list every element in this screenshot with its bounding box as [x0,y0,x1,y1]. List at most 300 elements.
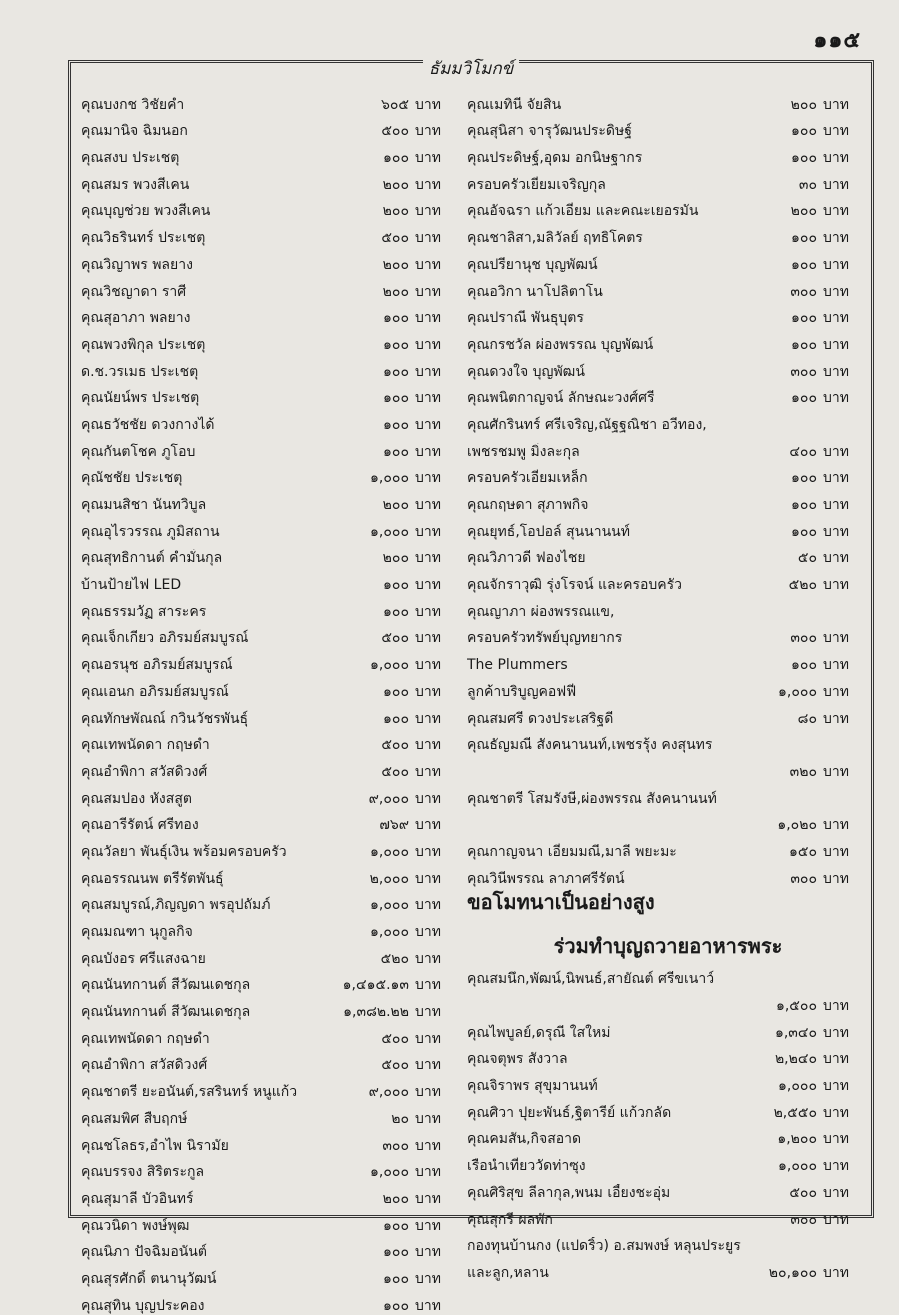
currency-unit: บาท [415,763,441,780]
donor-row [81,1101,461,1128]
donor-row [81,167,461,194]
donor-name: คุณจิราพร สุขุมานนท์ [467,1078,598,1095]
donor-name: ลูกค้าบริบูญคอฟฟี่ [467,683,577,700]
donor-row [467,114,869,141]
currency-unit: บาท [415,603,441,620]
currency-unit: บาท [415,630,441,647]
donation-amount: ๓๐๐ [790,1211,817,1228]
currency-unit: บาท [415,176,441,193]
donor-row [81,647,461,674]
donor-name: คุณมณฑา นุกูลกิจ [81,924,193,940]
donor-name: ด.ช.วรเมธ ประเชตุ [81,363,199,380]
donation-amount: ๑๐๐ [383,336,409,353]
donor-name: คุณวิภาวดี ฟองไชย [467,550,586,567]
donation-amount: ๒๐,๑๐๐ [768,1264,817,1281]
currency-unit: บาท [415,470,441,487]
currency-unit: บาท [415,310,441,327]
currency-unit: บาท [823,203,849,220]
donor-row [467,1068,869,1095]
donor-row [81,1074,461,1101]
currency-unit: บาท [823,470,849,487]
donor-name: คุณจตุพร สังวาล [467,1051,568,1068]
donation-amount: ๒,๐๐๐ [369,870,409,887]
donation-amount: ๒๐๐ [382,176,409,193]
donor-name: คุณนิภา ปัจฉิมอนันต์ [81,1244,207,1261]
currency-unit: บาท [823,817,849,834]
donor-name: คุณัชชัย ประเชตุ [81,470,183,487]
donor-name: คุณอรนุช อภิรมย์สมบูรณ์ [81,657,233,674]
donor-name: คุณบุญช่วย พวงสีเคน [81,203,211,220]
donor-name: คุณพวงพิกุล ประเชตุ [81,336,206,353]
currency-unit: บาท [823,1024,849,1041]
currency-unit: บาท [823,550,849,567]
donor-row [81,1235,461,1262]
currency-unit: บาท [823,176,849,193]
donor-row [467,1202,869,1229]
donation-amount: ๑๕๐ [788,843,817,860]
currency-unit: บาท [415,523,441,540]
donation-amount: ๒,๕๕๐ [773,1104,817,1121]
currency-unit: บาท [415,363,441,380]
donor-name: คุณชาตรี ยะอนันต์,รสรินทร์ หนูแก้ว [81,1084,298,1101]
donation-amount: ๑๐๐ [791,150,817,167]
donor-row [81,1048,461,1075]
donor-row [81,220,461,247]
donation-amount: ๑๐๐ [383,416,409,433]
currency-unit: บาท [415,390,441,407]
donation-amount: ๑๐๐ [383,310,409,327]
currency-unit: บาท [823,657,849,674]
currency-unit: บาท [415,1084,441,1101]
currency-unit: บาท [823,763,849,780]
donor-row [467,1175,869,1202]
donation-amount: ๑,๐๐๐ [370,897,409,914]
donor-row [467,1095,869,1122]
donor-row [81,1288,461,1315]
donor-name: คุณกรชวัล ผ่องพรรณ บุญพัฒน์ [467,336,654,353]
currency-unit: บาท [415,817,441,834]
donor-row [467,834,869,861]
donation-amount: ๑๐๐ [791,123,817,140]
currency-unit: บาท [415,1004,441,1021]
currency-unit: บาท [415,950,441,967]
donor-row [467,1255,869,1282]
donation-amount: ๑,๐๐๐ [778,683,817,700]
donor-name: คุณนันทกานต์ สีวัฒนเดชกุล [81,977,251,994]
donor-row [81,674,461,701]
donor-name: ครอบครัวเอี่ยมเหล็ก [467,470,588,487]
donation-amount: ๑๐๐ [383,1217,409,1234]
donor-row [467,594,869,621]
donor-row [467,988,869,1015]
donation-amount: ๒๐๐ [382,550,409,567]
donation-amount: ๑,๐๐๐ [778,1078,817,1095]
currency-unit: บาท [415,1244,441,1261]
currency-unit: บาท [415,1030,441,1047]
currency-unit: บาท [415,230,441,247]
currency-unit: บาท [415,256,441,273]
donor-row [81,434,461,461]
currency-unit: บาท [415,683,441,700]
donation-amount: ๑๐๐ [383,363,409,380]
donation-amount: ๑๐๐ [791,390,817,407]
donor-row [467,301,869,328]
donor-name: ครอบครัวทรัพย์บุญทยากร [467,630,623,647]
donation-amount: ๓๐๐ [382,1137,409,1154]
donation-amount: ๑๐๐ [791,230,817,247]
donation-amount: ๓๐๐ [790,870,817,887]
donor-name: คุณสมพิศ สืบฤกษ์ [81,1110,188,1127]
currency-unit: บาท [823,1104,849,1121]
section-title: ธัมมวิโมกข์ [423,59,520,79]
currency-unit: บาท [415,416,441,433]
donor-name: คุณวิธรินทร์ ประเชตุ [81,230,206,247]
donor-name: คุณอัจฉรา แก้วเอี่ยม และคณะเยอรมัน [467,203,699,220]
donor-row [467,621,869,648]
donor-row [81,487,461,514]
donation-amount: ๕๐ [797,550,817,567]
donation-amount: ๑๐๐ [383,603,409,620]
donor-row [81,1128,461,1155]
donation-amount: ๑,๔๑๕.๑๓ [342,977,409,994]
donor-row [81,701,461,728]
donation-amount: ๑๐๐ [383,150,409,167]
donor-row [81,514,461,541]
donation-amount: ๑,๐๐๐ [370,470,409,487]
donor-name: คุณอำพิกา สวัสดิวงศ์ [81,763,208,780]
currency-unit: บาท [415,336,441,353]
donor-name: คุณปรียานุช บุญพัฒน์ [467,256,598,273]
donation-amount: ๑๐๐ [383,390,409,407]
donor-row [81,888,461,915]
donor-name: คุณชาตรี โสมรังษี,ผ่องพรรณ สังคนานนท์ [467,790,717,807]
donor-name: คุณชโลธร,อำไพ นิรามัย [81,1137,229,1154]
donor-list-frame [68,59,874,1314]
currency-unit: บาท [415,1164,441,1181]
donor-name: คุณเมทินี จัยสิน [467,96,562,113]
currency-unit: บาท [823,1184,849,1201]
donor-row [81,1208,461,1235]
donor-name: คุณสุอาภา พลยาง [81,310,191,327]
donation-amount: ๕๐๐ [381,230,409,247]
donor-name: คุณมนสิชา นันทวิบูล [81,497,207,513]
donor-name: คุณวินีพรรณ ลาภาศรีรัตน์ [467,870,625,887]
donation-amount: ๖๐๕ [380,96,409,113]
donor-name: คุณดวงใจ บุญพัฒน์ [467,363,585,380]
currency-unit: บาท [415,710,441,727]
donor-name: คุณสมปอง หังสสูต [81,790,192,807]
donation-amount: ๕๒๐ [788,577,817,594]
donor-name: คุณกาญจนา เอี่ยมมณี,มาลี พยะมะ [467,843,677,860]
donor-row [467,407,869,434]
thanks-heading: ขอโมทนาเป็นอย่างสูง [467,889,655,914]
donor-name: กองทุนบ้านกง (แปดริ้ว) อ.สมพงษ์ หลุนประยูร [467,1238,741,1255]
donor-name: คุณพนิตกาญจน์ ลักษณะวงศ์ศรี [467,390,655,407]
donor-name: คุณเทพนัดดา กฤษดำ [81,1030,210,1047]
donor-name: คุณนันทกานต์ สีวัฒนเดชกุล [81,1004,251,1021]
donor-row [467,647,869,674]
donor-name: คุณกฤษดา สุภาพกิจ [467,497,589,513]
currency-unit: บาท [415,497,441,513]
donation-amount: ๑,๐๐๐ [370,924,409,940]
donor-row [81,728,461,755]
donation-amount: ๑๐๐ [791,336,817,353]
donor-name: และลูก,หลาน [467,1264,549,1281]
currency-unit: บาท [823,843,849,860]
donor-name: คุณคมสัน,กิจสอาด [467,1131,582,1148]
donation-amount: ๑,๕๐๐ [775,998,817,1014]
donor-row [467,754,869,781]
donation-amount: ๑,๓๔๐ [774,1024,817,1041]
donation-amount: ๑,๐๒๐ [777,817,817,834]
donor-row [467,781,869,808]
donor-row [467,487,869,514]
section-header [71,55,871,82]
donor-name: คุณศักรินทร์ ศรีเจริญ,ณัฐฐณิชา อวีทอง, [467,416,707,433]
currency-unit: บาท [823,710,849,727]
donor-name: คุณเทพนัดดา กฤษดำ [81,737,210,754]
donor-name: คุณบรรจง สิริตระกูล [81,1164,205,1181]
currency-unit: บาท [823,870,849,887]
currency-unit: บาท [415,1217,441,1234]
donation-amount: ๘๐ [797,710,817,727]
currency-unit: บาท [415,924,441,940]
currency-unit: บาท [823,283,849,300]
donor-row [467,354,869,381]
donor-row [467,220,869,247]
donor-row [81,1261,461,1288]
donor-row [81,834,461,861]
food-offering-heading: ร่วมทำบุญถวายอาหารพระ [553,933,783,958]
currency-unit: บาท [823,336,849,353]
currency-unit: บาท [823,230,849,247]
currency-unit: บาท [415,577,441,594]
left-donor-column [81,87,461,1315]
donation-amount: ๒๐๐ [382,1190,409,1207]
donor-name: คุณเอนก อภิรมย์สมบูรณ์ [81,683,229,700]
donor-name: คุณปราณี พันธุบุตร [467,310,584,327]
donor-name: คุณสุมาลี บัวอินทร์ [81,1190,194,1207]
donation-amount: ๒,๒๔๐ [774,1051,817,1068]
donation-amount: ๔๐๐ [789,443,817,460]
currency-unit: บาท [415,1297,441,1314]
donation-amount: ๒๐๐ [382,283,409,300]
donor-row [81,247,461,274]
donation-amount: ๓๒๐ [789,763,817,780]
currency-unit: บาท [415,96,441,113]
donation-amount: ๑๐๐ [383,1297,409,1314]
currency-unit: บาท [415,977,441,994]
donor-row [467,962,869,989]
donor-row [467,381,869,408]
currency-unit: บาท [415,443,441,460]
donor-row [81,941,461,968]
donor-name: คุณสมบูรณ์,ภิญญดา พรอุปถัมภ์ [81,897,271,914]
donor-name: คุณสมนึก,พัฒน์,นิพนธ์,สายัณต์ ศรีขเนาว์ [467,971,715,988]
currency-unit: บาท [415,737,441,754]
donor-row [81,861,461,888]
donor-row [467,167,869,194]
currency-unit: บาท [415,1137,441,1154]
donor-row [467,1015,869,1042]
donation-amount: ๒๐๐ [790,203,817,220]
donation-amount: ๓๐๐ [790,363,817,380]
donor-row [81,1021,461,1048]
donation-amount: ๕๐๐ [381,1057,409,1074]
donor-name: คุณจักราวุฒิ รุ่งโรจน์ และครอบครัว [467,577,683,594]
donor-row [467,728,869,755]
donor-row [467,1229,869,1256]
donation-amount: ๒๐๐ [790,96,817,113]
donation-amount: ๑๐๐ [383,443,409,460]
donation-amount: ๒๐ [391,1110,409,1127]
currency-unit: บาท [823,630,849,647]
donation-amount: ๒๐๐ [382,497,409,513]
donor-name: คุณสุทธิกานต์ คำมั่นกุล [81,550,223,567]
donor-name: คุณวัลยา พันธุ์เงิน พร้อมครอบครัว [81,843,287,860]
donation-amount: ๑๐๐ [383,1270,409,1287]
donation-amount: ๑,๓๘๒.๒๒ [343,1004,409,1021]
donor-name: คุณอุไรวรรณ ภูมิสถาน [81,523,220,540]
donation-amount: ๑,๐๐๐ [370,523,409,540]
donor-name: ครอบครัวเยี่ยมเจริญกุล [467,176,606,193]
donor-row [81,808,461,835]
donation-amount: ๕๐๐ [381,630,409,647]
donation-amount: ๓๐๐ [790,283,817,300]
donation-amount: ๑๐๐ [791,497,817,513]
donor-row [81,1155,461,1182]
currency-unit: บาท [823,96,849,113]
currency-unit: บาท [415,870,441,887]
donor-row [81,621,461,648]
donor-row [467,327,869,354]
donor-name: คุณบงกช วิชัยคำ [81,96,185,113]
donor-name: คุณทักษพัณณ์ กวินวัชรพันธุ์ [81,710,249,727]
donor-row [81,354,461,381]
donor-name: คุณธัญมณี สังคนานนท์,เพชรรุ้ง คงสุนทร [467,737,713,754]
donor-row [467,567,869,594]
currency-unit: บาท [415,203,441,220]
currency-unit: บาท [823,1131,849,1148]
currency-unit: บาท [823,443,849,460]
donation-amount: ๑๐๐ [383,710,409,727]
donor-name: คุณศิริสุข ลีลากุล,พนม เอี้ยงชะอุ่ม [467,1184,671,1201]
donor-name: คุณสุทิน บุญประคอง [81,1297,205,1314]
donor-row [467,87,869,114]
donor-row [467,140,869,167]
donor-row [81,781,461,808]
donation-amount: ๓๐ [798,176,817,193]
donor-row [467,247,869,274]
currency-unit: บาท [823,1078,849,1095]
donor-name: คุณเจ็กเกียว อภิรมย์สมบูรณ์ [81,630,249,647]
donor-name: The Plummers [467,657,568,674]
donation-amount: ๑,๐๐๐ [370,843,409,860]
donor-name: คุณญาภา ผ่องพรรณแข, [467,603,615,620]
donor-row [467,461,869,488]
donation-amount: ๗๖๙ [379,817,409,834]
donation-amount: ๑๐๐ [791,523,817,540]
donor-name: คุณอวิกา นาโปลิตาโน [467,283,603,300]
donor-row [81,301,461,328]
currency-unit: บาท [415,843,441,860]
currency-unit: บาท [415,550,441,567]
currency-unit: บาท [415,1057,441,1074]
donor-name: คุณไพบูลย์,ดรุณี ใสใหม่ [467,1024,611,1041]
donation-amount: ๑,๒๐๐ [777,1131,817,1148]
donor-name: คุณอรรณนพ ตรีรัตพันธุ์ [81,870,224,887]
donor-row [467,701,869,728]
right-donor-column [467,87,869,1282]
donor-name: บ้านป้ายไฟ LED [81,577,182,594]
donor-row [81,541,461,568]
donor-row [467,674,869,701]
currency-unit: บาท [823,1264,849,1281]
donor-row [81,194,461,221]
donor-name: คุณอำพิกา สวัสดิวงศ์ [81,1057,208,1074]
donor-name: คุณประดิษฐ์,อุดม อกนิษฐากร [467,150,643,167]
donation-amount: ๑,๐๐๐ [778,1158,817,1175]
donor-name: คุณนัยน์พร ประเชตุ [81,390,200,407]
donation-amount: ๑๐๐ [383,577,409,594]
donor-row [81,140,461,167]
currency-unit: บาท [823,256,849,273]
donor-name: คุณสุรศักดิ์ ตนานุวัฒน์ [81,1270,217,1287]
donor-row [467,1042,869,1069]
donation-amount: ๑๐๐ [791,310,817,327]
donation-amount: ๒๐๐ [382,256,409,273]
donor-name: เพชรชมพู มิ่งละกุล [467,443,580,460]
donor-name: คุณวิชญาดา ราศี [81,283,187,300]
donor-row [467,434,869,461]
donor-name: คุณบังอร ศรีแสงฉาย [81,950,206,967]
currency-unit: บาท [415,790,441,807]
donor-row [81,567,461,594]
donor-row [81,381,461,408]
donor-row [467,1122,869,1149]
currency-unit: บาท [823,1051,849,1068]
donation-amount: ๑๐๐ [791,657,817,674]
donor-row [81,87,461,114]
donor-row [81,407,461,434]
currency-unit: บาท [415,1110,441,1127]
donor-row [467,274,869,301]
currency-unit: บาท [823,310,849,327]
donor-name: คุณยุทธ์,โอปอล์ สุนนานนท์ [467,523,630,540]
currency-unit: บาท [415,1190,441,1207]
donor-row [81,914,461,941]
donor-row [81,968,461,995]
donor-row [467,194,869,221]
currency-unit: บาท [823,390,849,407]
currency-unit: บาท [823,1211,849,1228]
currency-unit: บาท [415,897,441,914]
donation-amount: ๕๐๐ [381,763,409,780]
currency-unit: บาท [415,657,441,674]
donor-row [467,541,869,568]
donor-row [467,808,869,835]
donation-amount: ๕๐๐ [381,1030,409,1047]
donor-name: คุณสุนิสา จารุวัฒนประดิษฐ์ [467,123,632,140]
donor-name: คุณสมร พวงสีเคน [81,176,190,193]
donor-row [81,461,461,488]
currency-unit: บาท [415,150,441,167]
donor-row [81,327,461,354]
donation-amount: ๕๐๐ [381,737,409,754]
currency-unit: บาท [823,577,849,594]
donor-row [467,514,869,541]
currency-unit: บาท [823,150,849,167]
